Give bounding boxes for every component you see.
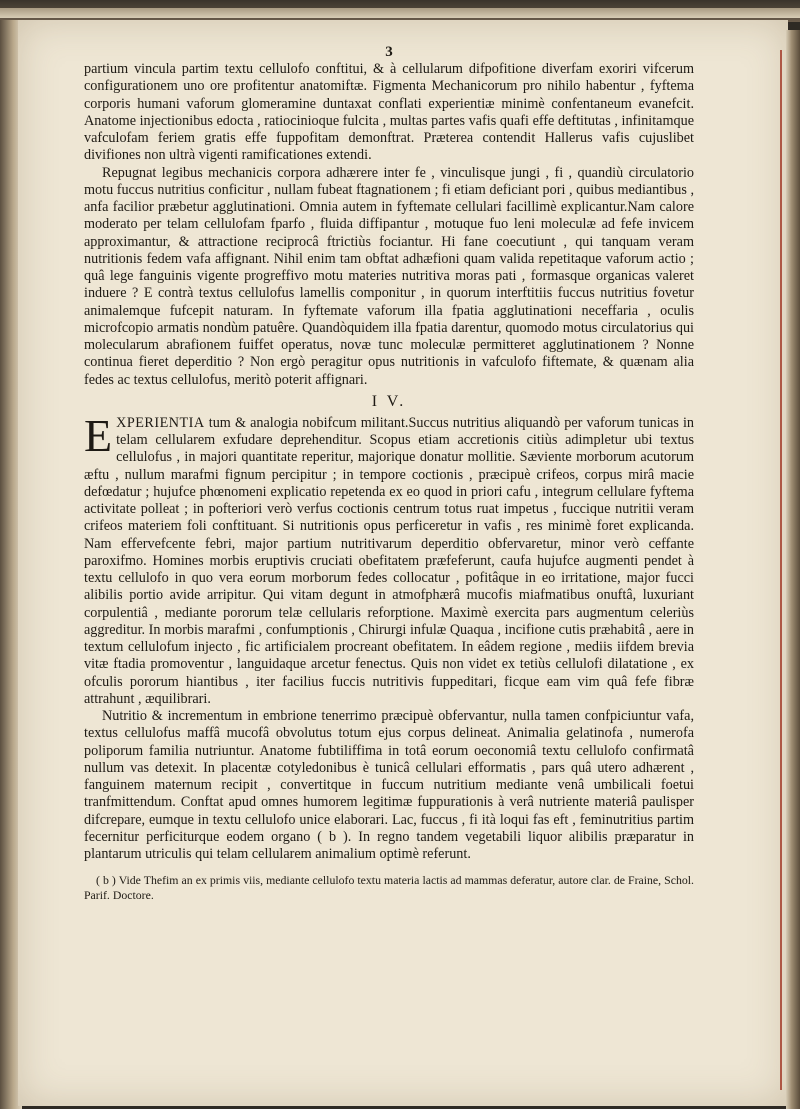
page-number: 3	[385, 44, 393, 60]
paragraph-2: Repugnat legibus mechanicis corpora adhærere inter fe , vinculisque jungi , fi , quandiù circulatorio motu fuccus nutritius conficitur , nullam fubeat ftagnationem ; fi etiam deficiant pori , quibus mediantibus , anfa facilior præbetur agglutinationi. Omnia autem in fyftemate cellulari facillimè explicantur.Nam calore moderato per telam cellulofam fparfo , fluida diffipantur , motuque fuo leni moleculæ ad fefe invicem approximantur, & attractione reciprocâ ftrictiùs fociantur. Hi fane coecutiunt , qui tanquam veram nutritionis fedem vafa affignant. Nihil enim tam obftat adhæfioni quam valida repetitaque vaforum actio ; quâ lege fanguinis vigente progreffivo motu materies nutritiva moras pati , formasque organicas valeret induere ? E contrà textus cellulofus lamellis componitur , in quorum interftitiis fuccus nutritius fovetur animalemque fufcepit naturam. In fyftemate vaforum illa fpatia agglutinationi neceffaria , oculis microfcopio armatis nondùm patuêre. Quandòquidem illa fpatia darentur, quomodo motus circulatorius qui molecularum abrafionem fuiffet operatus, novæ tunc moleculæ permitteret agglutinationem ? Nonne continua fieret deperditio ? Non ergò peragitur opus nutritionis in vafculofo fiftemate, & quænam alia fedes ac textus cellulofus, meritò poterit affignari.	[84, 164, 694, 388]
binding-edge	[0, 8, 800, 18]
paragraph-1: partium vincula partim textu cellulofo conftitui, & à cellularum difpofitione diverfam exoriri vifcerum configurationem uno ore profitentur anatomiftæ. Figmenta Mechanicorum pro nihilo habentur , fyftema corporis humani vaforum glomeramine duntaxat conflati experientiæ minimè confentaneum evanefcit. Anatome injectionibus edocta , ratiocinioque fulcita , multas partes vafis quafi effe deftitutas , infinitamque vafculofam feriem gratis effe fuppofitam demonftrat. Præterea contendit Hallerus vafis cujuslibet divifiones non ultrà vigenti ramificationes extendi.	[84, 61, 694, 164]
footnote: ( b ) Vide Thefim an ex primis viis, mediante cellulofo textu materia lactis ad mammas deferatur, autore clar. de Fraine, Schol. Parif. Doctore.	[84, 873, 694, 903]
paragraph-3-text: tum & analogia nobifcum militant.Succus nutritius aliquandò per vaforum tunicas in telam cellularem exfudare deprehenditur. Scopus etiam accretionis citiùs adimpletur ubi textus cellulofus , in majori quantitate reperitur, majorique donatur mollitie. Sæviente morborum acutorum æftu , nullum marafmi fignum percipitur ; in tempore coctionis , præcipuè crifeos, corpus mirâ macie defœdatur ; hujufce phœnomeni explicatio repetenda ex eo quod in priori cafu , integrum cellulare fyftema activitate polleat ; in pofteriori verò verfus coctionis centrum totus ruat impetus , fuccique nutritii veram crifeos materiem foli conftituant. Si nutritionis opus perficeretur in vafis , res minimè foret explicanda. Nam effervefcente febri, major partium nutritivarum deperditio obfervaretur, minor verò ceffante paroxifmo. Homines morbis eruptivis cruciati obefitatem præfeferunt, caufa hujufce augmenti pendet à textu cellulofo in quo vera eorum morborum fedes collocatur , pofitâque in eo irritatione, major fucci alibilis portio avide arripitur. Qui vitam degunt in atmofphærâ mucofis miafmatibus onuftâ, luxuriant corpulentiâ , mediante pororum telæ cellularis reforptione. Maximè exercita pars augmentum celeriùs aggreditur. In morbis marafmi , confumptionis , Chirurgi infulæ Quaqua , incifione cutis præhabitâ , aere in textum cellulofum injecto , fic artificialem procreant obefitatem. In eâdem regione , mediis iifdem brevia vitæ ftadia promoventur , languidaque arcetur fenectus. Quis non videt ex tetiùs cellulofi dilatatione , ex ofculis pororum hiantibus , iter facilius fuccis nutritivis fuppeditari, ficque eam vim quâ fefe fibræ attrahunt , æquilibrari.	[84, 414, 694, 707]
page-text-block	[84, 44, 694, 915]
page-edge-right	[786, 30, 800, 1109]
paragraph-4: Nutritio & incrementum in embrione tenerrimo præcipuè obfervantur, nulla tamen confpiciuntur vafa, textus cellulofus maffâ mucofâ obvolutus totum ejus corpus delineat. Animalia gelatinofa , numerofa poliporum familia nutriuntur. Anatome fubtiliffima in totâ eorum oeconomiâ textu cellulofo confirmatâ nullum vas detexit. In placentæ cotyledonibus è tunicâ cellulari efformatis , pars quâ utero adhærent , fanguinem maternum recipit , convertitque in fuccum nutritium mediante venâ umbilicali foetui tranfmittendum. Conftat apud omnes humorem legitimæ fuppurationis à verâ nutriente materiâ paulisper difcrepare, eumque in textu cellulofo unice elaborari. Lac, fuccus , fi ità loqui fas eft , feminutritius partim fecernitur perficiturque eodem organo ( b ). In regno tandem vegetabili liquor alibilis præparatur in plantarum utriculis qui telam cellularem animalium optimè referunt.	[84, 708, 694, 862]
red-edge-rule	[780, 50, 782, 1090]
paragraph-3-first-word: XPERIENTIA	[116, 414, 205, 431]
section-heading: I V.	[371, 392, 407, 410]
paragraph-3	[84, 409, 694, 708]
drop-cap: E	[84, 409, 113, 461]
